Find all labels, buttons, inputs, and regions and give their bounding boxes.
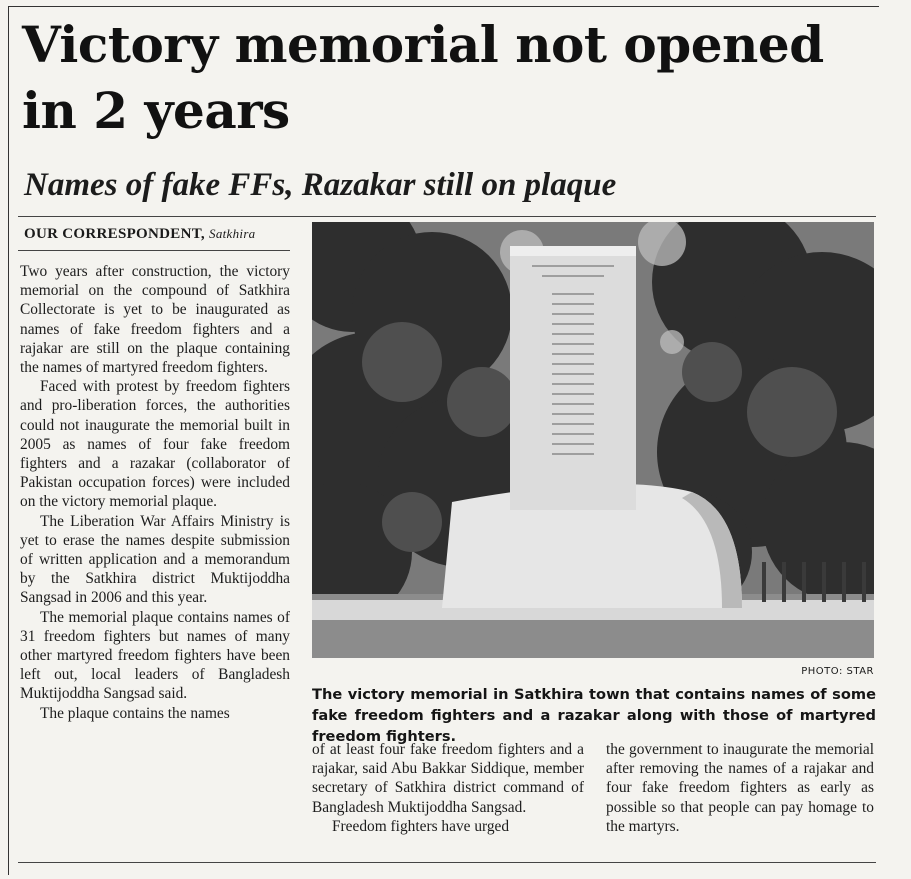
body-column-1 xyxy=(20,262,290,723)
paragraph: The memorial plaque contains names of 31 freedom fighters but names of many other martyred freedom fighters have been left out, local leaders of Bangladesh Muktijoddha Sangsad said. xyxy=(20,608,290,703)
body-column-3 xyxy=(606,740,874,836)
paragraph: Two years after construction, the victory memorial on the compound of Satkhira Collectorate is yet to be inaugurated as names of fake freedom fighters and a rajakar are still on the plaque containing the names of martyred freedom fighters. xyxy=(20,263,290,377)
byline-place: Satkhira xyxy=(209,226,256,241)
paragraph: Faced with protest by freedom fighters and pro-liberation forces, the authorities could not inaugurate the memorial built in 2005 as names of four fake freedom fighters and a razakar (collaborator of Pakistan occupation forces) were included on the victory memorial plaque. xyxy=(20,378,290,511)
byline-author: OUR CORRESPONDENT, xyxy=(24,226,205,242)
headline: Victory memorial not opened in 2 years xyxy=(22,15,824,140)
paragraph: the government to inaugurate the memorial after removing the names of a rajakar and four fake freedom fighters as early as possible so that people can pay homage to the martyrs. xyxy=(606,741,874,835)
paragraph: Freedom fighters have urged xyxy=(332,817,510,835)
photo-credit: PHOTO: STAR xyxy=(801,666,874,677)
bottom-rule xyxy=(18,862,876,863)
byline-rule xyxy=(18,250,290,251)
subhead-rule xyxy=(18,216,876,217)
paragraph: The plaque contains the names xyxy=(40,704,230,722)
byline xyxy=(24,226,255,243)
memorial-photo-illustration xyxy=(312,222,874,658)
subheadline: Names of fake FFs, Razakar still on plaque xyxy=(24,167,617,203)
paragraph: of at least four fake freedom fighters and a rajakar, said Abu Bakkar Siddique, member secretary of Satkhira district command of Bangladesh Muktijoddha Sangsad. xyxy=(312,741,584,816)
body-column-2 xyxy=(312,740,584,836)
photo-caption: The victory memorial in Satkhira town that contains names of some fake freedom fighters and a razakar along with those of martyred freedom fighters. xyxy=(312,686,876,745)
paragraph: The Liberation War Affairs Ministry is yet to erase the names despite submission of written application and a memorandum by the Satkhira district Muktijoddha Sangsad in 2006 and this year. xyxy=(20,512,290,607)
memorial-photo xyxy=(312,222,874,658)
